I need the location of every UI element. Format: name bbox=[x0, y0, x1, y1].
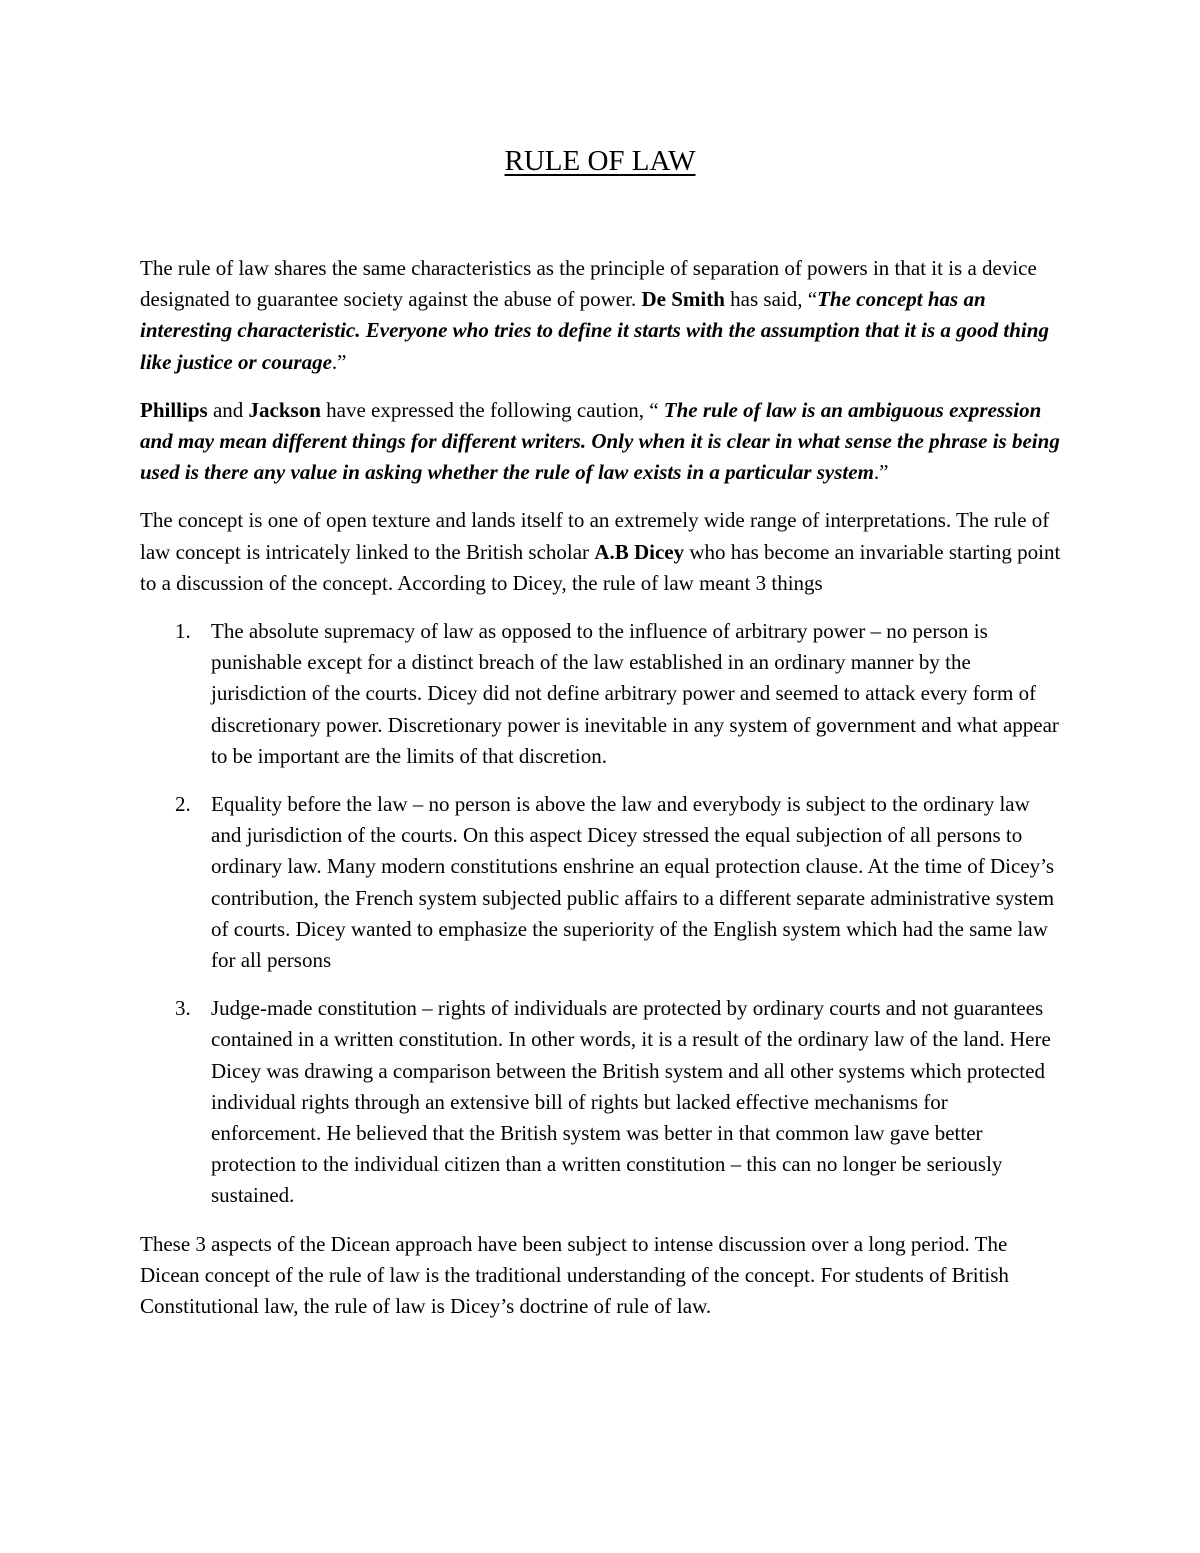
author-name-jackson: Jackson bbox=[248, 397, 321, 422]
list-item-text: Judge-made constitution – rights of individuals are protected by ordinary courts and not guarantees contained in a written constitution. In other words, it is a result of the ordinary law of the land. Here Dicey was drawing a comparison between the British system and all other systems which protected individual rights through an extensive bill of rights but lacked effective mechanisms for enforcement. He believed that the British system was better in that common law gave better protection to the individual citizen than a written constitution – this can no longer be seriously sustained. bbox=[211, 996, 1051, 1208]
paragraph-dicey-intro bbox=[140, 505, 1062, 599]
list-item bbox=[140, 789, 1062, 976]
list-item-number: 1. bbox=[175, 619, 191, 644]
paragraph-text: have expressed the following caution, “ bbox=[320, 397, 664, 422]
paragraph-text: who has become an invariable starting point to a discussion of the concept. According to Dicey, the rule of law meant 3 things bbox=[140, 539, 1061, 595]
quote-phillips-jackson: The rule of law is an ambiguous expression and may mean different things for different writers. Only when it is clear in what sense the phrase is being used is there any value in asking whether the rule of law exists in a particular system bbox=[140, 397, 1060, 485]
paragraph-de-smith bbox=[140, 253, 1062, 378]
author-name-de-smith: De Smith bbox=[641, 287, 725, 312]
paragraph-text: and bbox=[207, 397, 249, 422]
paragraph-text: .” bbox=[873, 460, 889, 485]
list-item bbox=[140, 616, 1062, 772]
quote-de-smith: The concept has an interesting characteristic. Everyone who tries to define it starts with the assumption that it is a good thing like justice or courage bbox=[140, 287, 1049, 374]
author-name-phillips: Phillips bbox=[140, 397, 208, 422]
list-item-number: 2. bbox=[175, 792, 191, 817]
document-body bbox=[140, 253, 1062, 1322]
paragraph-phillips-jackson bbox=[140, 395, 1062, 489]
document-title bbox=[0, 143, 1200, 179]
scholar-name-dicey: A.B Dicey bbox=[594, 539, 685, 564]
list-item-text: The absolute supremacy of law as opposed to the influence of arbitrary power – no person is punishable except for a distinct breach of the law established in an ordinary manner by the jurisdiction of the courts. Dicey did not define arbitrary power and seemed to attack every form of discretionary power. Discretionary power is inevitable in any system of government and what appear to be important are the limits of that discretion. bbox=[211, 619, 1059, 768]
paragraph-conclusion: These 3 aspects of the Dicean approach have been subject to intense discussion over a long period. The Dicean concept of the rule of law is the traditional understanding of the concept. For students of British Constitutional law, the rule of law is Dicey’s doctrine of rule of law. bbox=[140, 1231, 1009, 1319]
list-item bbox=[140, 993, 1062, 1211]
list-item-number: 3. bbox=[175, 996, 191, 1021]
paragraph-text: The rule of law shares the same characteristics as the principle of separation of powers in that it is a device designated to guarantee society against the abuse of power. bbox=[140, 256, 1037, 312]
list-item-text: Equality before the law – no person is above the law and everybody is subject to the ordinary law and jurisdiction of the courts. On this aspect Dicey stressed the equal subjection of all persons to ordinary law. Many modern constitutions enshrine an equal protection clause. At the time of Dicey’s contribution, the French system subjected public affairs to a different separate administrative system of courts. Dicey wanted to emphasize the superiority of the English system which had the same law for all persons bbox=[211, 792, 1055, 973]
paragraph-text: has said, “ bbox=[724, 287, 818, 312]
paragraph-text: The concept is one of open texture and lands itself to an extremely wide range of interpretations. The rule of law concept is intricately linked to the British scholar bbox=[140, 508, 1050, 564]
dicey-points-list bbox=[140, 616, 1062, 1212]
paragraph-text: .” bbox=[331, 349, 347, 374]
document-title-text: RULE OF LAW bbox=[504, 145, 696, 177]
